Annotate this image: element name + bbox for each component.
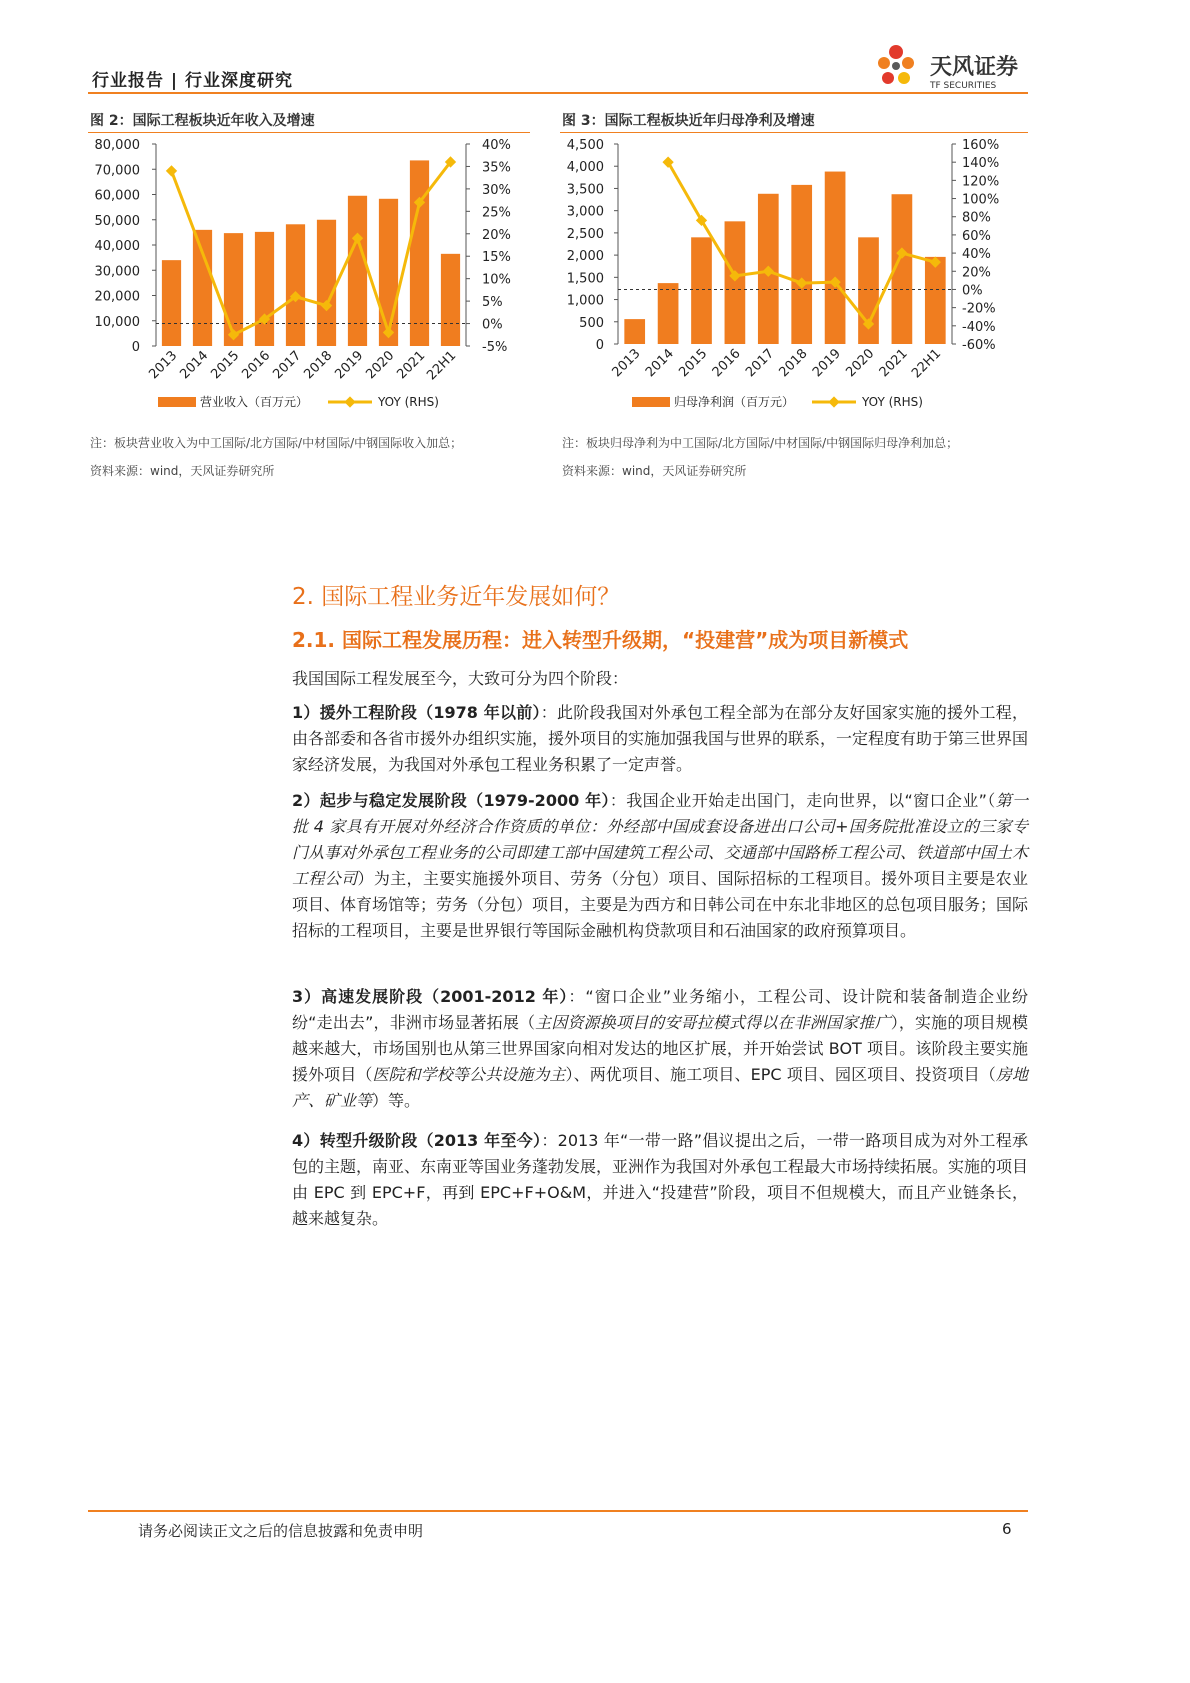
- right-tick-label: 5%: [482, 295, 503, 311]
- bar-2013: [624, 319, 645, 344]
- stage-4-title: 4）转型升级阶段（2013 年至今）: [292, 1131, 542, 1150]
- x-tick-label: 2019: [809, 346, 844, 381]
- figure-3-chart: [560, 134, 1028, 418]
- footer-disclaimer: 请务必阅读正文之后的信息披露和免责申明: [138, 1522, 424, 1540]
- bar-2016: [255, 232, 274, 346]
- bar-22H1: [925, 257, 946, 344]
- report-header-title: 行业报告 | 行业深度研究: [92, 71, 294, 91]
- bar-2015: [224, 233, 243, 346]
- x-tick-label: 2021: [876, 346, 911, 381]
- x-tick-label: 2021: [394, 348, 429, 383]
- x-tick-label: 2014: [177, 348, 212, 383]
- right-tick-label: 30%: [482, 182, 511, 198]
- right-tick-label: 60%: [962, 228, 991, 244]
- left-tick-label: 20,000: [94, 289, 140, 305]
- figure-3-title: 图 3：国际工程板块近年归母净利及增速: [562, 113, 815, 129]
- right-tick-label: -40%: [962, 319, 996, 335]
- legend-line-marker: [344, 396, 355, 407]
- logo-en-text: TF SECURITIES: [930, 81, 997, 91]
- stage-3-italic-b: 医院和学校等公共设施为主: [372, 1065, 566, 1084]
- footer-rule: [88, 1510, 1028, 1512]
- figure-2-note: 注：板块营业收入为中工国际/北方国际/中材国际/中钢国际收入加总；: [90, 436, 463, 450]
- legend-line-marker: [828, 396, 839, 407]
- left-tick-label: 500: [579, 315, 604, 331]
- x-tick-label: 22H1: [909, 346, 945, 382]
- left-tick-label: 4,000: [566, 160, 604, 176]
- x-tick-label: 2020: [363, 348, 398, 383]
- stage-1-title: 1）援外工程阶段（1978 年以前）: [292, 703, 541, 722]
- bar-2018: [791, 185, 812, 344]
- left-tick-label: 70,000: [94, 163, 140, 179]
- yoy-point: [166, 165, 177, 176]
- left-tick-label: 40,000: [94, 239, 140, 254]
- right-tick-label: 40%: [962, 247, 991, 263]
- legend-bar-label: 归母净利润（百万元）: [674, 395, 795, 409]
- left-tick-label: 50,000: [94, 213, 140, 229]
- figure-2-chart: [88, 134, 533, 418]
- x-tick-label: 2014: [642, 346, 677, 381]
- x-tick-label: 2017: [270, 348, 305, 383]
- right-tick-label: 80%: [962, 210, 991, 226]
- legend-bar-label: 营业收入（百万元）: [200, 395, 309, 409]
- bar-2013: [162, 260, 181, 346]
- right-tick-label: 100%: [962, 192, 1000, 208]
- x-tick-label: 2020: [843, 346, 878, 381]
- yoy-line: [172, 162, 451, 335]
- bar-22H1: [441, 254, 460, 346]
- left-tick-label: 3,000: [566, 204, 604, 220]
- right-tick-label: 15%: [482, 250, 511, 266]
- left-tick-label: 0: [595, 338, 604, 353]
- right-tick-label: 20%: [962, 265, 991, 281]
- right-tick-label: 40%: [482, 138, 511, 153]
- subsection-heading: 2.1. 国际工程发展历程：进入转型升级期，“投建营”成为项目新模式: [292, 628, 909, 652]
- stage-3-italic-c: 房地产、矿业等: [292, 1065, 1028, 1110]
- left-tick-label: 3,500: [566, 182, 604, 198]
- stage-1-paragraph: [292, 700, 1028, 778]
- tf-securities-logo: [872, 36, 1032, 92]
- section-heading: 2. 国际工程业务近年发展如何？: [292, 584, 621, 610]
- bar-2015: [691, 237, 712, 344]
- right-tick-label: 160%: [962, 138, 1000, 153]
- bar-2014: [658, 283, 679, 344]
- figure-2-rule: [88, 132, 530, 133]
- right-tick-label: 120%: [962, 174, 1000, 190]
- x-tick-label: 2013: [146, 348, 181, 383]
- logo-cn-text: 天风证券: [930, 55, 1019, 80]
- stage-2-title: 2）起步与稳定发展阶段（1979-2000 年）: [292, 791, 610, 810]
- tf-logo-icon: [872, 36, 1032, 92]
- legend-line-label: YOY (RHS): [862, 395, 923, 409]
- bar-2014: [193, 230, 212, 346]
- figure-2-source: 资料来源：wind，天风证券研究所: [90, 464, 275, 478]
- x-tick-label: 2013: [609, 346, 644, 381]
- left-tick-label: 80,000: [94, 138, 140, 153]
- right-tick-label: 0%: [962, 283, 983, 299]
- x-tick-label: 2015: [676, 346, 711, 381]
- left-tick-label: 1,000: [566, 293, 604, 309]
- stage-3-body-c: ）、两优项目、施工项目、EPC 项目、园区项目、投资项目（: [565, 1065, 996, 1084]
- right-tick-label: 20%: [482, 227, 511, 243]
- x-tick-label: 22H1: [424, 348, 460, 384]
- left-tick-label: 4,500: [566, 138, 604, 153]
- bar-2018: [317, 220, 336, 346]
- stage-2-italic: 第一批 4 家具有开展对外经济合作资质的单位：外经部中国成套设备进出口公司+国务院批准设立的三家专门从事对外承包工程业务的公司即建工部中国建筑工程公司、交通部中国路桥工程公司、铁道部中国土木工程公司: [292, 791, 1029, 888]
- stage-1-body: ：此阶段我国对外承包工程全部为在部分友好国家实施的援外工程，由各部委和各省市援外办组织实施，援外项目的实施加强我国与世界的联系，一定程度有助于第三世界国家经济发展，为我国对外承包工程业务积累了一定声誉。: [292, 703, 1029, 774]
- right-tick-label: 0%: [482, 317, 503, 333]
- left-tick-label: 60,000: [94, 188, 140, 204]
- stage-2-body-a: ：我国企业开始走出国门，走向世界，以“窗口企业”（: [609, 791, 996, 810]
- stage-3-body-b: ），实施的项目规模越来越大，市场国别也从第三世界国家向相对发达的地区扩展，并开始尝试 BOT 项目。该阶段主要实施援外项目（: [292, 1013, 1028, 1084]
- figure-3-note: 注：板块归母净利为中工国际/北方国际/中材国际/中钢国际归母净利加总；: [562, 436, 959, 450]
- x-tick-label: 2016: [709, 346, 744, 381]
- x-tick-label: 2019: [332, 348, 367, 383]
- bar-2020: [379, 199, 398, 346]
- page-number: 6: [1002, 1520, 1012, 1538]
- figure-3-source: 资料来源：wind，天风证券研究所: [562, 464, 747, 478]
- intro-paragraph: 我国国际工程发展至今，大致可分为四个阶段：: [292, 669, 629, 688]
- bar-2021: [410, 160, 429, 346]
- stage-4-paragraph: [292, 1128, 1028, 1232]
- figure-2-title: 图 2：国际工程板块近年收入及增速: [90, 113, 315, 129]
- stage-3-body-a: ：“窗口企业”业务缩小，工程公司、设计院和装备制造企业纷纷“走出去”，非洲市场显著拓展（: [292, 987, 1028, 1032]
- right-tick-label: 140%: [962, 156, 1000, 172]
- bar-2019: [825, 172, 846, 344]
- x-tick-label: 2018: [301, 348, 336, 383]
- right-tick-label: 10%: [482, 272, 511, 288]
- x-tick-label: 2015: [208, 348, 243, 383]
- left-tick-label: 2,500: [566, 226, 604, 242]
- header-rule: [88, 92, 1028, 94]
- stage-3-paragraph: [292, 984, 1028, 1114]
- left-tick-label: 30,000: [94, 264, 140, 280]
- right-tick-label: 25%: [482, 205, 511, 221]
- right-tick-label: 35%: [482, 160, 511, 176]
- stage-3-title: 3）高速发展阶段（2001-2012 年）: [292, 987, 569, 1006]
- x-tick-label: 2016: [239, 348, 274, 383]
- legend-bar-swatch: [632, 397, 670, 407]
- left-tick-label: 2,000: [566, 249, 604, 265]
- x-tick-label: 2018: [776, 346, 811, 381]
- figure-3-rule: [560, 132, 1028, 133]
- stage-4-body: ：2013 年“一带一路”倡议提出之后，一带一路项目成为对外工程承包的主题，南亚、东南亚等国业务蓬勃发展，亚洲作为我国对外承包工程最大市场持续拓展。实施的项目由 EPC 到 EPC+F，再到 EPC+F+O&M，并进入“投建营”阶段，项目不但规模大，而且产业链条长，越来越复杂。: [292, 1131, 1029, 1228]
- left-tick-label: 1,500: [566, 271, 604, 287]
- bar-2016: [725, 221, 746, 344]
- stage-2-paragraph: [292, 788, 1028, 944]
- legend-line-label: YOY (RHS): [378, 395, 439, 409]
- bar-2017: [286, 224, 305, 346]
- left-tick-label: 0: [131, 340, 140, 355]
- right-tick-label: -60%: [962, 338, 996, 353]
- stage-2-body-b: ）为主，主要实施援外项目、劳务（分包）项目、国际招标的工程项目。援外项目主要是农业项目、体育场馆等；劳务（分包）项目，主要是为西方和日韩公司在中东北非地区的总包项目服务；国际招标的工程项目，主要是世界银行等国际金融机构贷款项目和石油国家的政府预算项目。: [292, 869, 1029, 940]
- right-tick-label: -20%: [962, 301, 996, 317]
- stage-3-body-d: ）等。: [372, 1091, 421, 1110]
- left-tick-label: 10,000: [94, 314, 140, 330]
- stage-3-italic-a: 主因资源换项目的安哥拉模式得以在非洲国家推广: [535, 1013, 891, 1032]
- legend-bar-swatch: [158, 397, 196, 407]
- x-tick-label: 2017: [743, 346, 778, 381]
- right-tick-label: -5%: [482, 340, 508, 355]
